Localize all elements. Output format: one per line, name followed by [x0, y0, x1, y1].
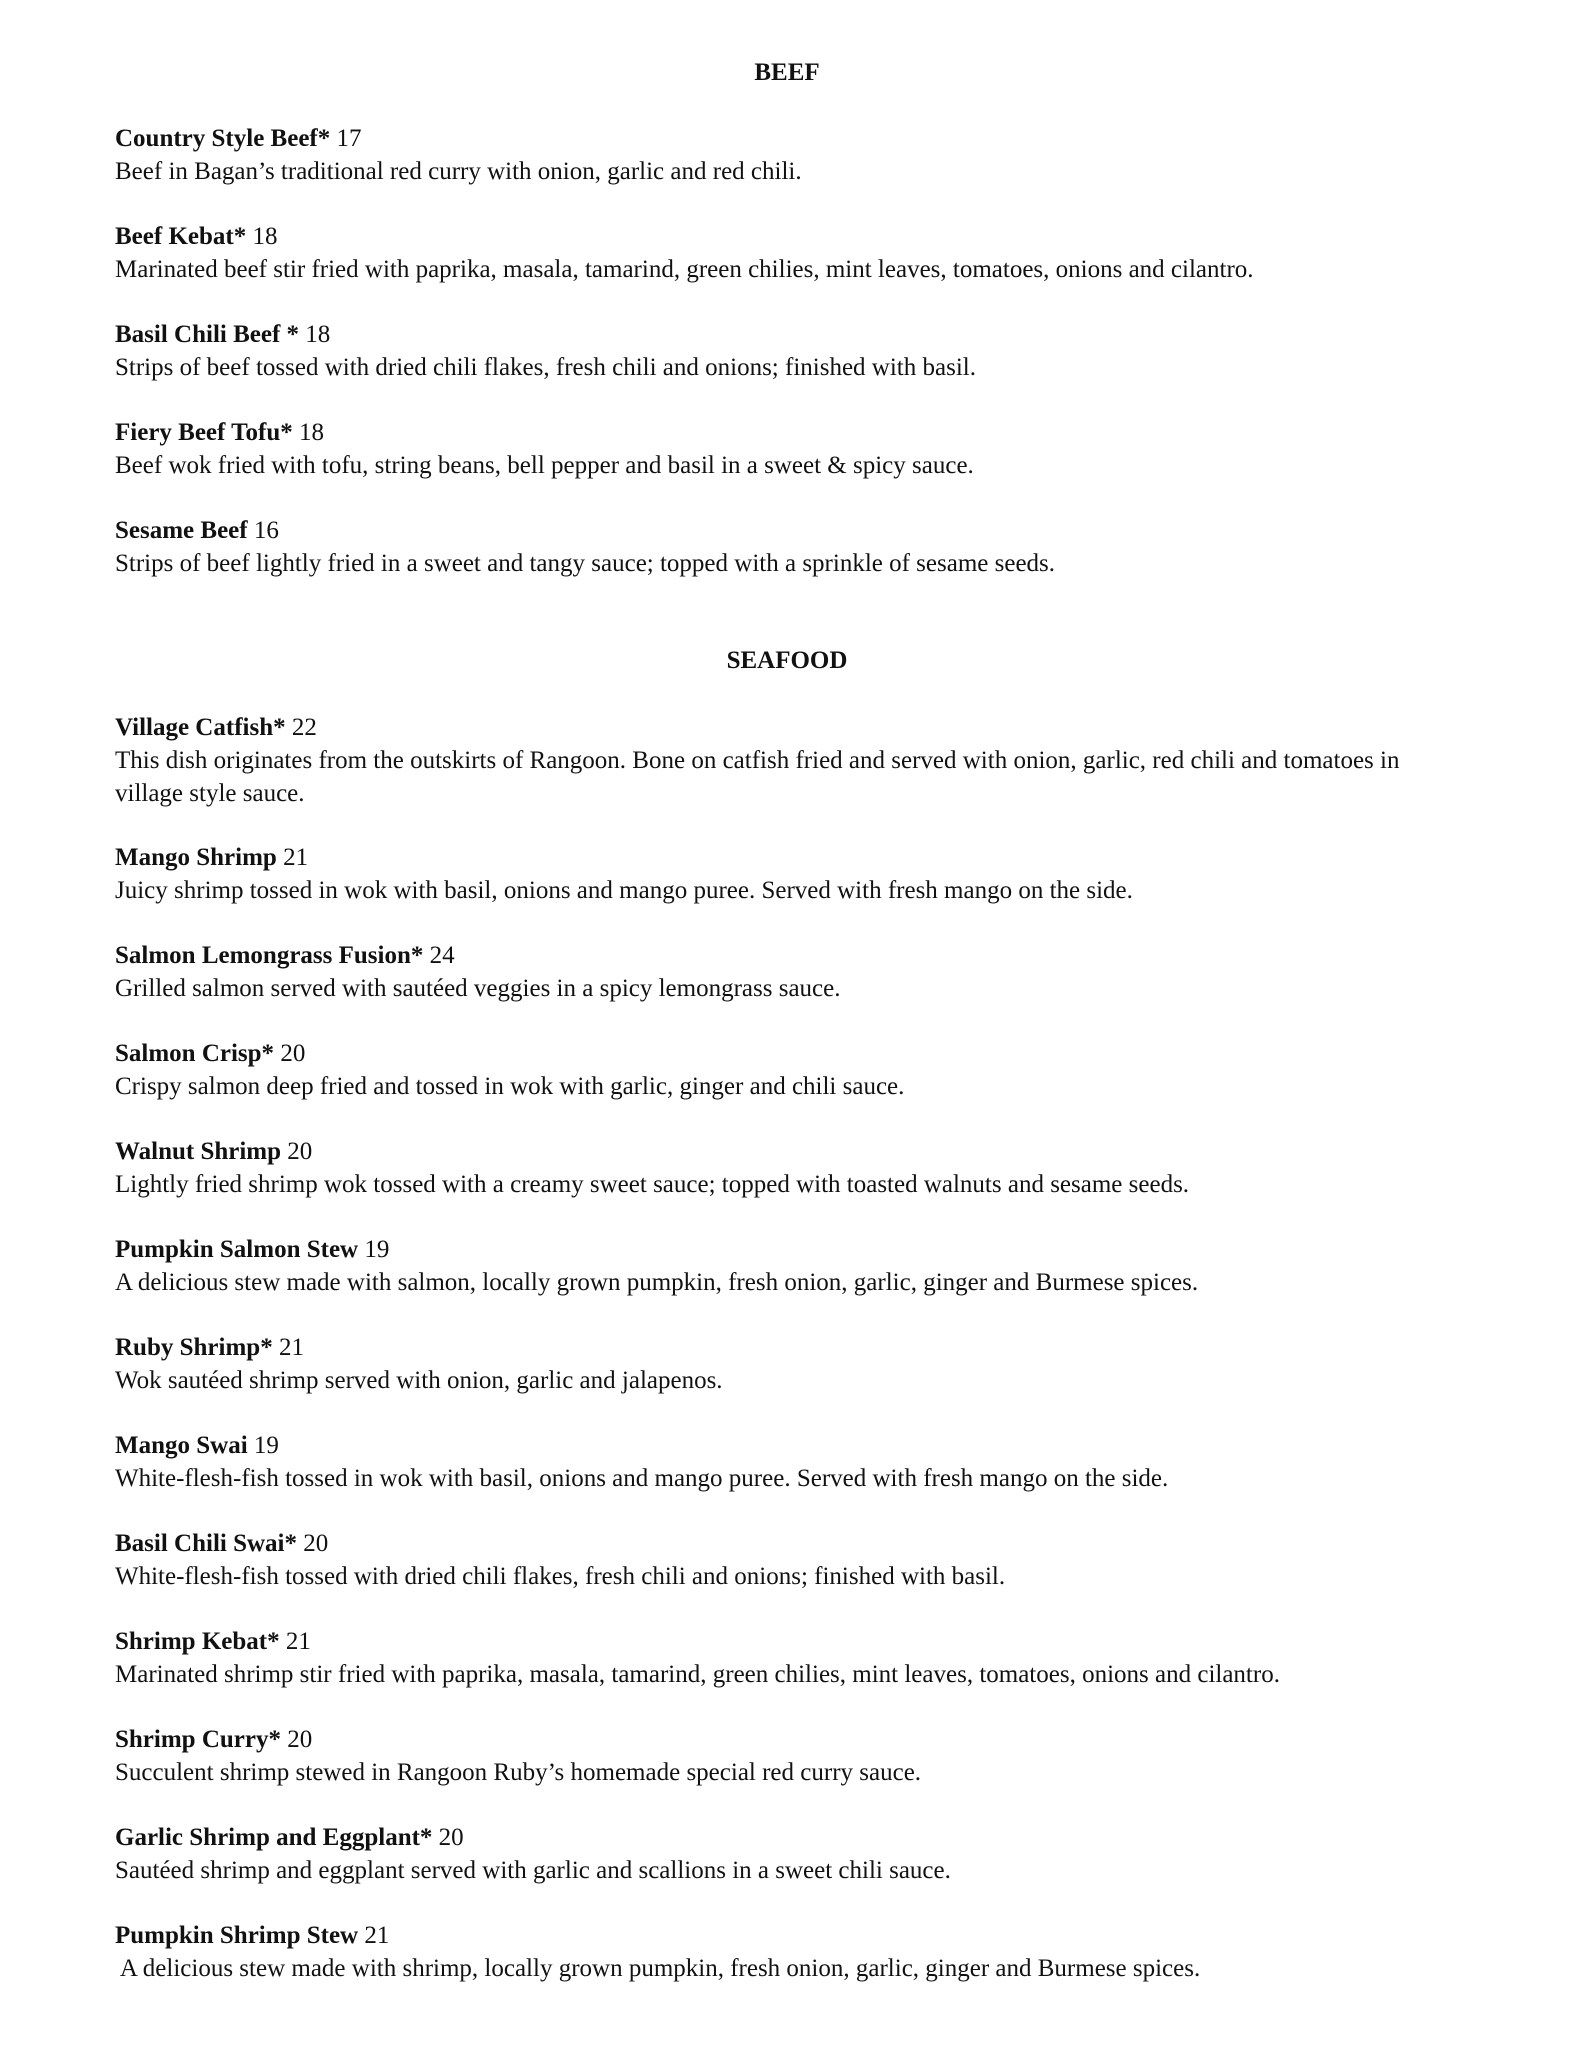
item-price: 20 [303, 1530, 329, 1557]
item-name: Sesame Beef [115, 517, 248, 544]
item-name: Pumpkin Shrimp Stew [115, 1922, 359, 1949]
menu-item [115, 318, 1515, 384]
item-description: This dish originates from the outskirts of Rangoon. Bone on catfish fried and served with onion, garlic, red chili and tomatoes in village style sauce. [115, 747, 1400, 807]
item-name: Basil Chili Swai* [115, 1530, 297, 1557]
item-description: Grilled salmon served with sautéed veggies in a spicy lemongrass sauce. [115, 975, 841, 1002]
item-name: Salmon Crisp* [115, 1040, 275, 1067]
menu-item [115, 939, 1515, 1005]
menu-item [115, 514, 1515, 580]
menu-item [115, 841, 1515, 907]
menu-item [115, 1821, 1515, 1887]
item-name: Pumpkin Salmon Stew [115, 1236, 359, 1263]
item-price: 22 [291, 714, 317, 741]
item-description: Juicy shrimp tossed in wok with basil, onions and mango puree. Served with fresh mango on the side. [115, 877, 1133, 904]
item-description: Wok sautéed shrimp served with onion, garlic and jalapenos. [115, 1367, 723, 1394]
menu-item [115, 1527, 1515, 1593]
item-price: 24 [429, 942, 455, 969]
item-price: 20 [280, 1040, 306, 1067]
menu-item [115, 1625, 1515, 1691]
item-description: Marinated shrimp stir fried with paprika, masala, tamarind, green chilies, mint leaves, tomatoes, onions and cilantro. [115, 1661, 1280, 1688]
menu-item [115, 1331, 1515, 1397]
item-description: White-flesh-fish tossed in wok with basil, onions and mango puree. Served with fresh mango on the side. [115, 1465, 1169, 1492]
menu-item [115, 711, 1515, 810]
menu-item [115, 416, 1515, 482]
item-name: Basil Chili Beef * [115, 321, 300, 348]
item-price: 18 [299, 419, 325, 446]
item-price: 17 [336, 125, 362, 152]
menu-item [115, 1723, 1515, 1789]
item-name: Shrimp Kebat* [115, 1628, 280, 1655]
menu-item [115, 122, 1515, 188]
section-title: SEAFOOD [726, 647, 848, 674]
item-description: Lightly fried shrimp wok tossed with a creamy sweet sauce; topped with toasted walnuts and sesame seeds. [115, 1171, 1190, 1198]
item-name: Walnut Shrimp [115, 1138, 282, 1165]
section-title: BEEF [754, 59, 820, 86]
item-description: White-flesh-fish tossed with dried chili flakes, fresh chili and onions; finished with basil. [115, 1563, 1006, 1590]
item-description: A delicious stew made with shrimp, locally grown pumpkin, fresh onion, garlic, ginger and Burmese spices. [115, 1955, 1201, 1982]
item-price: 21 [285, 1628, 311, 1655]
item-price: 18 [252, 223, 278, 250]
item-description: Marinated beef stir fried with paprika, masala, tamarind, green chilies, mint leaves, tomatoes, onions and cilantro. [115, 256, 1254, 283]
item-name: Shrimp Curry* [115, 1726, 281, 1753]
item-price: 21 [364, 1922, 390, 1949]
item-price: 19 [364, 1236, 390, 1263]
item-description: Sautéed shrimp and eggplant served with garlic and scallions in a sweet chili sauce. [115, 1857, 951, 1884]
item-price: 20 [287, 1138, 313, 1165]
item-price: 19 [253, 1432, 279, 1459]
item-name: Garlic Shrimp and Eggplant* [115, 1824, 433, 1851]
menu-item [115, 220, 1515, 286]
item-name: Salmon Lemongrass Fusion* [115, 942, 424, 969]
item-description: Strips of beef lightly fried in a sweet and tangy sauce; topped with a sprinkle of sesame seeds. [115, 550, 1056, 577]
section-seafood [0, 646, 1582, 676]
item-name: Village Catfish* [115, 714, 286, 741]
menu-item [115, 1429, 1515, 1495]
item-name: Mango Swai [115, 1432, 248, 1459]
menu-item [115, 1037, 1515, 1103]
item-description: Succulent shrimp stewed in Rangoon Ruby’s homemade special red curry sauce. [115, 1759, 922, 1786]
menu-item [115, 1919, 1515, 1985]
item-price: 20 [287, 1726, 313, 1753]
item-price: 18 [305, 321, 331, 348]
item-price: 16 [253, 517, 279, 544]
item-price: 21 [283, 844, 309, 871]
item-price: 20 [438, 1824, 464, 1851]
item-name: Country Style Beef* [115, 125, 331, 152]
item-name: Mango Shrimp [115, 844, 277, 871]
item-name: Ruby Shrimp* [115, 1334, 273, 1361]
item-price: 21 [278, 1334, 304, 1361]
item-description: Beef in Bagan’s traditional red curry with onion, garlic and red chili. [115, 158, 802, 185]
item-name: Beef Kebat* [115, 223, 247, 250]
menu-item [115, 1233, 1515, 1299]
menu-item [115, 1135, 1515, 1201]
section-beef [0, 58, 1582, 88]
item-description: Strips of beef tossed with dried chili flakes, fresh chili and onions; finished with basil. [115, 354, 976, 381]
item-description: A delicious stew made with salmon, locally grown pumpkin, fresh onion, garlic, ginger and Burmese spices. [115, 1269, 1199, 1296]
item-description: Beef wok fried with tofu, string beans, bell pepper and basil in a sweet & spicy sauce. [115, 452, 974, 479]
item-name: Fiery Beef Tofu* [115, 419, 293, 446]
item-description: Crispy salmon deep fried and tossed in wok with garlic, ginger and chili sauce. [115, 1073, 905, 1100]
